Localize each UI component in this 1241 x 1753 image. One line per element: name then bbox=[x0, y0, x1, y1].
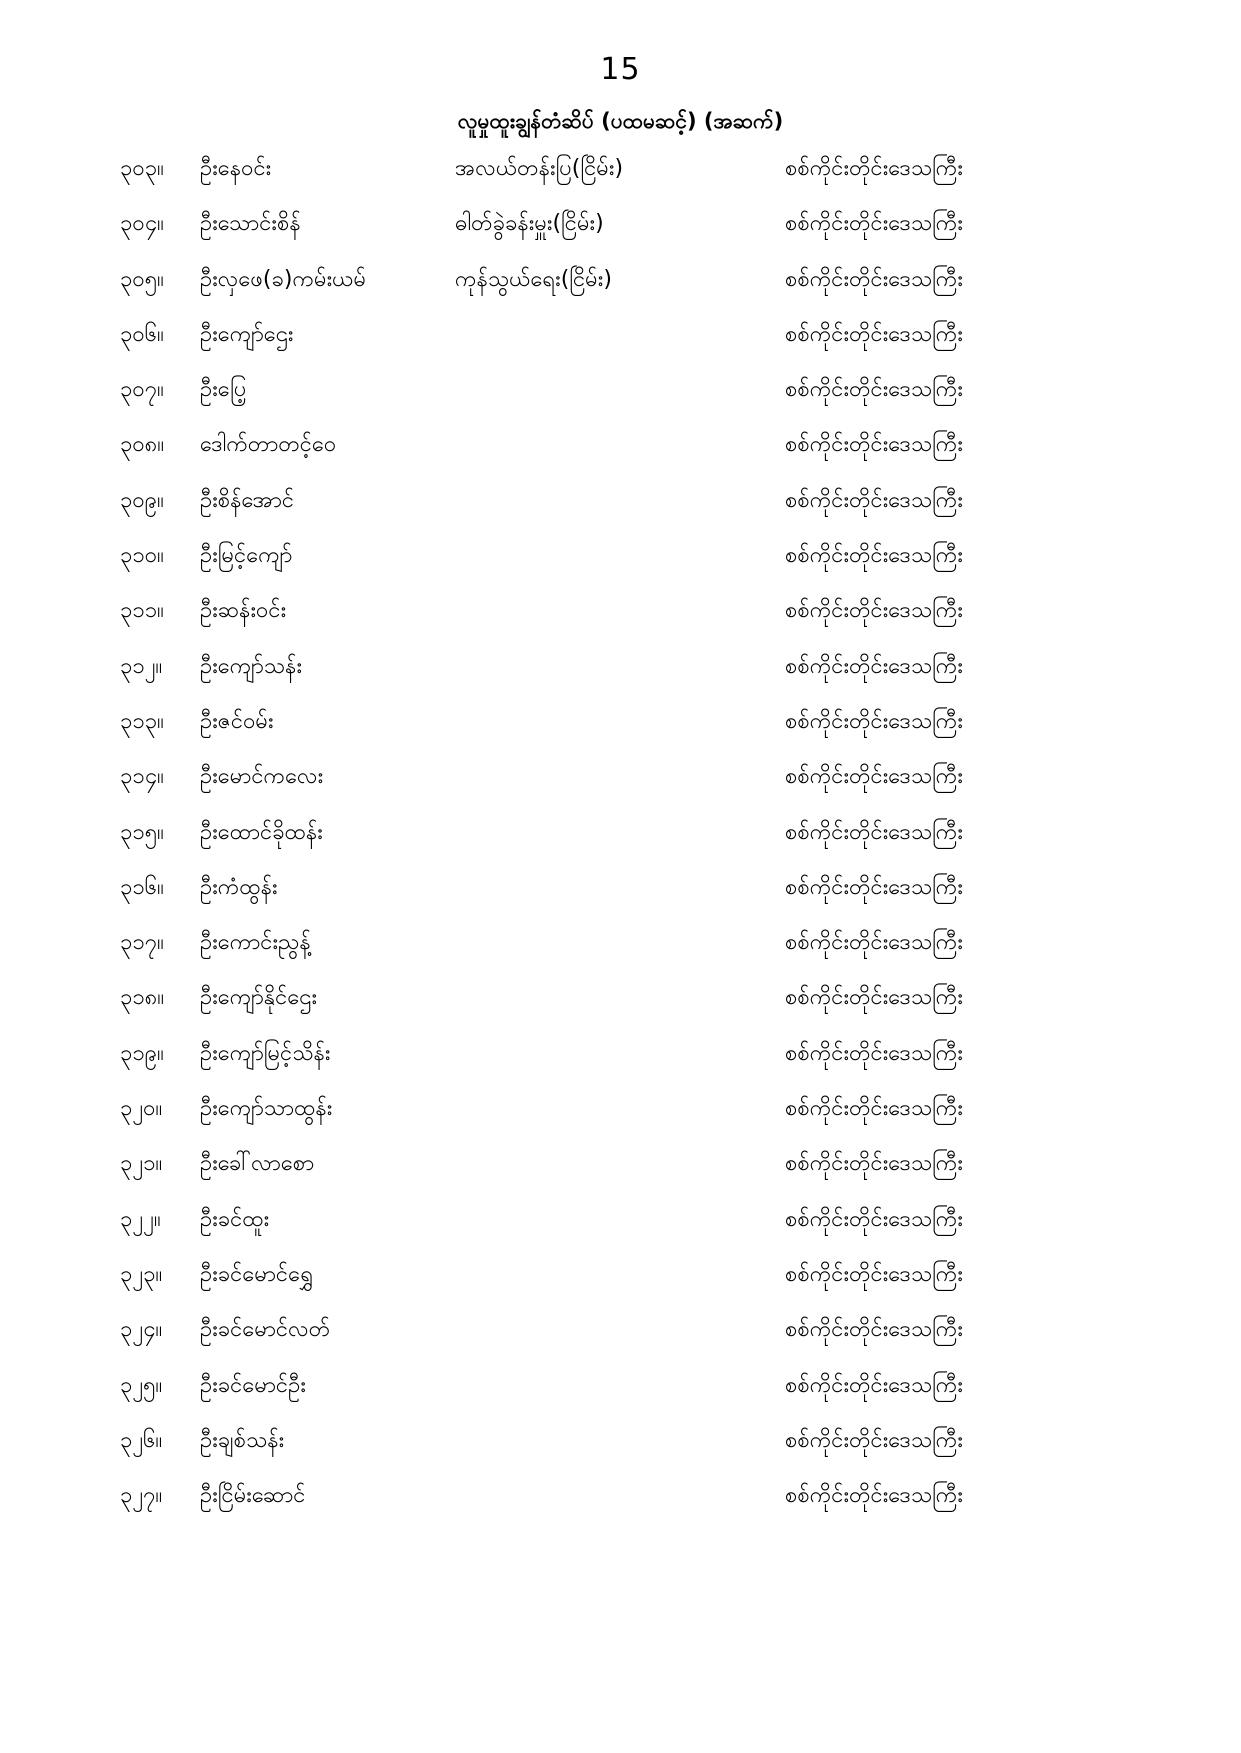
recipient-name: ဦးကောင်းညွန့် bbox=[200, 930, 311, 956]
occupation-note: ကုန်သွယ်ရေး(ငြိမ်း) bbox=[455, 266, 612, 292]
recipient-name: ဦးဆန်းဝင်း bbox=[200, 598, 287, 624]
region-name: စစ်ကိုင်းတိုင်းဒေသကြီး bbox=[785, 1427, 963, 1453]
recipient-name: ဦးခင်ထူး bbox=[200, 1206, 270, 1232]
row-number: ၃၂၁။ bbox=[120, 1151, 163, 1177]
recipient-name: ဦးထောင်ခိုထန်း bbox=[200, 819, 323, 845]
table-row bbox=[0, 428, 1241, 483]
table-row bbox=[0, 1369, 1241, 1424]
row-number: ၃၁၂။ bbox=[120, 653, 163, 679]
table-row bbox=[0, 1037, 1241, 1092]
recipient-name: ဦးကံထွန်း bbox=[200, 874, 278, 900]
recipient-name: ဦးခင်မောင်ဦး bbox=[200, 1372, 306, 1398]
recipient-name: ဦးကျော်မြင့်သိန်း bbox=[200, 1040, 331, 1066]
recipient-name: ဦးချစ်သန်း bbox=[200, 1427, 285, 1453]
table-row bbox=[0, 871, 1241, 926]
recipient-name: ဦးကျော်ဌေး bbox=[200, 321, 294, 347]
table-row bbox=[0, 152, 1241, 207]
recipient-name: ဦးသောင်းစိန် bbox=[200, 211, 301, 237]
row-number: ၃၂၂။ bbox=[120, 1206, 161, 1232]
row-number: ၃၀၉။ bbox=[120, 487, 164, 513]
recipient-name: ဦးပြေ့ bbox=[200, 377, 247, 403]
occupation-note: အလယ်တန်းပြ(ငြိမ်း) bbox=[455, 156, 624, 181]
document-title: လူမှုထူးချွန်တံဆိပ် (ပထမဆင့်) (အဆက်) bbox=[457, 109, 784, 133]
recipient-name: ဦးကျော်သန်း bbox=[200, 653, 303, 679]
row-number: ၃၀၄။ bbox=[120, 211, 164, 237]
region-name: စစ်ကိုင်းတိုင်းဒေသကြီး bbox=[785, 653, 963, 679]
recipient-name: ဦးကျော်နိုင်ဌေး bbox=[200, 985, 318, 1011]
region-name: စစ်ကိုင်းတိုင်းဒေသကြီး bbox=[785, 266, 963, 292]
table-row bbox=[0, 594, 1241, 649]
region-name: စစ်ကိုင်းတိုင်းဒေသကြီး bbox=[785, 487, 963, 513]
page-number: 15 bbox=[600, 52, 641, 87]
recipient-name: ဦးမောင်ကလေး bbox=[200, 764, 324, 790]
region-name: စစ်ကိုင်းတိုင်းဒေသကြီး bbox=[785, 1040, 963, 1066]
region-name: စစ်ကိုင်းတိုင်းဒေသကြီး bbox=[785, 985, 963, 1011]
region-name: စစ်ကိုင်းတိုင်းဒေသကြီး bbox=[785, 321, 963, 347]
table-row bbox=[0, 705, 1241, 760]
row-number: ၃၀၃။ bbox=[120, 156, 164, 181]
row-number: ၃၁၈။ bbox=[120, 985, 164, 1011]
region-name: စစ်ကိုင်းတိုင်းဒေသကြီး bbox=[785, 874, 963, 900]
row-number: ၃၂၅။ bbox=[120, 1372, 163, 1398]
recipient-name: ဦးနေဝင်း bbox=[200, 156, 272, 181]
region-name: စစ်ကိုင်းတိုင်းဒေသကြီး bbox=[785, 598, 963, 624]
row-number: ၃၁၇။ bbox=[120, 930, 164, 956]
row-number: ၃၂၇။ bbox=[120, 1483, 163, 1509]
row-number: ၃၂၆။ bbox=[120, 1427, 163, 1453]
table-row bbox=[0, 926, 1241, 981]
region-name: စစ်ကိုင်းတိုင်းဒေသကြီး bbox=[785, 764, 963, 790]
region-name: စစ်ကိုင်းတိုင်းဒေသကြီး bbox=[785, 1317, 963, 1343]
row-number: ၃၁၃။ bbox=[120, 708, 164, 734]
recipient-name: ဦးမြင့်ကျော် bbox=[200, 543, 293, 569]
recipient-name: ဦးစိန်အောင် bbox=[200, 487, 295, 513]
table-row bbox=[0, 484, 1241, 539]
region-name: စစ်ကိုင်းတိုင်းဒေသကြီး bbox=[785, 819, 963, 845]
table-row bbox=[0, 207, 1241, 262]
table-row bbox=[0, 373, 1241, 428]
region-name: စစ်ကိုင်းတိုင်းဒေသကြီး bbox=[785, 156, 963, 181]
region-name: စစ်ကိုင်းတိုင်းဒေသကြီး bbox=[785, 211, 963, 237]
recipient-name: ဦးလှဖေ(ခ)ကမ်းယမ် bbox=[200, 266, 367, 292]
table-row bbox=[0, 981, 1241, 1036]
recipient-name: ဒေါက်တာတင့်ဝေ bbox=[200, 432, 337, 458]
table-row bbox=[0, 1258, 1241, 1313]
region-name: စစ်ကိုင်းတိုင်းဒေသကြီး bbox=[785, 543, 963, 569]
row-number: ၃၁၆။ bbox=[120, 874, 164, 900]
table-row bbox=[0, 816, 1241, 871]
row-number: ၃၂၃။ bbox=[120, 1261, 163, 1287]
table-row bbox=[0, 539, 1241, 594]
region-name: စစ်ကိုင်းတိုင်းဒေသကြီး bbox=[785, 377, 963, 403]
row-number: ၃၀၆။ bbox=[120, 321, 164, 347]
recipient-name: ဦးငြိမ်းဆောင် bbox=[200, 1483, 306, 1509]
table-row bbox=[0, 1313, 1241, 1368]
table-row bbox=[0, 1147, 1241, 1202]
row-number: ၃၁၁။ bbox=[120, 598, 164, 624]
table-row bbox=[0, 1203, 1241, 1258]
table-row bbox=[0, 1424, 1241, 1479]
region-name: စစ်ကိုင်းတိုင်းဒေသကြီး bbox=[785, 1206, 963, 1232]
table-row bbox=[0, 263, 1241, 318]
region-name: စစ်ကိုင်းတိုင်းဒေသကြီး bbox=[785, 1483, 963, 1509]
recipient-name: ဦးခင်မောင်ရွှေ bbox=[200, 1261, 314, 1287]
region-name: စစ်ကိုင်းတိုင်းဒေသကြီး bbox=[785, 1261, 963, 1287]
table-row bbox=[0, 318, 1241, 373]
table-row bbox=[0, 760, 1241, 815]
recipient-name: ဦးခေါ်လာစော bbox=[200, 1151, 315, 1177]
recipient-name: ဦးကျော်သာထွန်း bbox=[200, 1096, 333, 1122]
region-name: စစ်ကိုင်းတိုင်းဒေသကြီး bbox=[785, 432, 963, 458]
recipient-name: ဦးဇင်ဝမ်း bbox=[200, 708, 274, 734]
region-name: စစ်ကိုင်းတိုင်းဒေသကြီး bbox=[785, 930, 963, 956]
row-number: ၃၀၈။ bbox=[120, 432, 164, 458]
region-name: စစ်ကိုင်းတိုင်းဒေသကြီး bbox=[785, 708, 963, 734]
region-name: စစ်ကိုင်းတိုင်းဒေသကြီး bbox=[785, 1151, 963, 1177]
table-row bbox=[0, 650, 1241, 705]
row-number: ၃၂၄။ bbox=[120, 1317, 163, 1343]
row-number: ၃၀၅။ bbox=[120, 266, 164, 292]
row-number: ၃၁၀။ bbox=[120, 543, 164, 569]
region-name: စစ်ကိုင်းတိုင်းဒေသကြီး bbox=[785, 1096, 963, 1122]
row-number: ၃၂၀။ bbox=[120, 1096, 163, 1122]
table-row bbox=[0, 1479, 1241, 1534]
region-name: စစ်ကိုင်းတိုင်းဒေသကြီး bbox=[785, 1372, 963, 1398]
table-row bbox=[0, 1092, 1241, 1147]
recipient-list bbox=[0, 152, 1241, 1534]
row-number: ၃၁၉။ bbox=[120, 1040, 164, 1066]
occupation-note: ဓါတ်ခွဲခန်းမှူး(ငြိမ်း) bbox=[455, 211, 604, 237]
row-number: ၃၁၅။ bbox=[120, 819, 164, 845]
recipient-name: ဦးခင်မောင်လတ် bbox=[200, 1317, 331, 1343]
row-number: ၃၀၇။ bbox=[120, 377, 164, 403]
row-number: ၃၁၄။ bbox=[120, 764, 164, 790]
